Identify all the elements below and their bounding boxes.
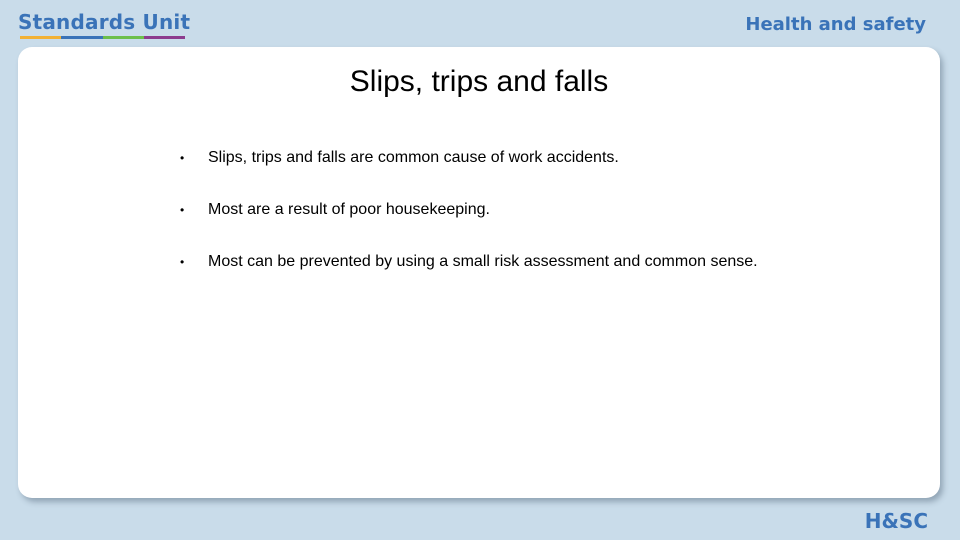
- bullet-item: [180, 147, 800, 169]
- brand-logo-text: Standards Unit: [18, 10, 191, 34]
- stripe-segment: [144, 36, 185, 39]
- bullet-dot-icon: •: [180, 203, 185, 217]
- footer-logo-text: H&SC: [864, 509, 928, 533]
- bullet-dot-icon: •: [180, 151, 185, 165]
- bullet-dot-icon: •: [180, 255, 185, 269]
- bullet-list: [180, 147, 800, 303]
- section-label: Health and safety: [745, 14, 926, 35]
- bullet-text: Most can be prevented by using a small risk assessment and common sense.: [208, 253, 758, 270]
- stripe-segment: [103, 36, 144, 39]
- bullet-text: Slips, trips and falls are common cause of work accidents.: [208, 149, 619, 166]
- slide-panel: [18, 47, 940, 498]
- bullet-item: [180, 199, 800, 221]
- stripe-segment: [20, 36, 61, 39]
- slide-title: Slips, trips and falls: [349, 65, 609, 98]
- stripe-segment: [61, 36, 102, 39]
- bullet-item: [180, 251, 800, 273]
- brand-color-stripe: [20, 36, 185, 39]
- bullet-text: Most are a result of poor housekeeping.: [208, 201, 490, 218]
